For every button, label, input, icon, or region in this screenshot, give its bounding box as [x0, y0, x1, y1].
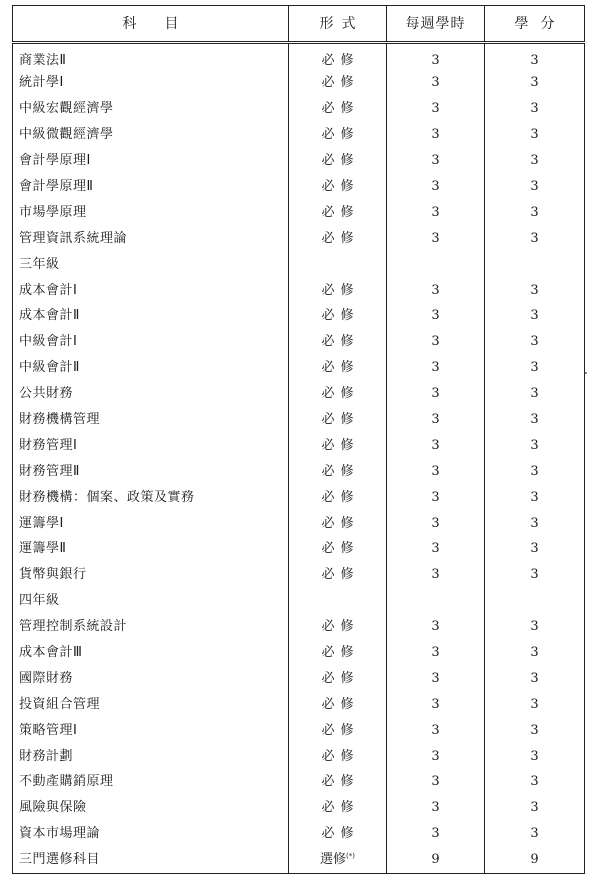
course-credits — [485, 484, 585, 510]
course-form-text: 必修 — [321, 230, 360, 246]
course-name — [13, 588, 289, 614]
weekly-hours-text: 3 — [431, 748, 440, 764]
weekly-hours-text: 3 — [431, 179, 440, 194]
course-form-text: 必修 — [321, 179, 360, 194]
course-name-text: 成本會計Ⅰ — [19, 282, 78, 298]
weekly-hours — [387, 769, 485, 795]
course-name — [13, 199, 289, 225]
course-form-text: 選修 — [320, 852, 347, 868]
course-name — [13, 432, 289, 458]
course-name — [13, 381, 289, 407]
course-name-text: 成本會計Ⅲ — [19, 645, 83, 661]
course-credits-text: 3 — [530, 567, 539, 583]
weekly-hours — [387, 614, 485, 640]
weekly-hours — [387, 329, 485, 355]
weekly-hours-text: 3 — [431, 645, 440, 661]
weekly-hours — [387, 199, 485, 225]
course-credits — [485, 407, 585, 433]
course-name — [13, 303, 289, 329]
course-row — [13, 510, 585, 536]
course-credits — [485, 96, 585, 122]
course-credits — [485, 665, 585, 691]
course-credits-text: 3 — [530, 230, 539, 246]
course-name — [13, 743, 289, 769]
course-row — [13, 381, 585, 407]
course-row — [13, 458, 585, 484]
course-form-text: 必修 — [321, 334, 360, 350]
course-form-text: 必修 — [321, 204, 360, 220]
course-form — [289, 70, 387, 96]
course-credits-text: 3 — [530, 670, 539, 686]
course-form-text: 必修 — [321, 800, 360, 816]
course-form — [289, 355, 387, 381]
course-form-text: 必修 — [321, 386, 360, 402]
course-credits — [485, 329, 585, 355]
course-row — [13, 562, 585, 588]
course-credits — [485, 225, 585, 251]
course-name — [13, 795, 289, 821]
course-row — [13, 277, 585, 303]
weekly-hours-text: 3 — [431, 334, 440, 350]
course-credits — [485, 795, 585, 821]
course-form-text: 必修 — [321, 52, 360, 68]
weekly-hours — [387, 277, 485, 303]
weekly-hours — [387, 484, 485, 510]
course-name — [13, 665, 289, 691]
weekly-hours-text: 3 — [431, 437, 440, 453]
course-name-text: 管理控制系統設計 — [19, 619, 128, 635]
weekly-hours-text: 3 — [431, 386, 440, 402]
course-name — [13, 96, 289, 122]
course-form — [289, 225, 387, 251]
course-credits-text: 3 — [530, 282, 539, 298]
course-form — [289, 329, 387, 355]
course-credits — [485, 847, 585, 873]
course-row — [13, 847, 585, 873]
course-name — [13, 174, 289, 200]
course-row — [13, 614, 585, 640]
weekly-hours — [387, 225, 485, 251]
course-credits-text: 3 — [530, 437, 539, 453]
course-name — [13, 148, 289, 174]
course-credits — [485, 769, 585, 795]
course-row — [13, 795, 585, 821]
weekly-hours-text: 3 — [431, 619, 440, 635]
course-form — [289, 717, 387, 743]
course-name — [13, 70, 289, 96]
course-row — [13, 355, 585, 381]
course-row — [13, 329, 585, 355]
course-name — [13, 43, 289, 71]
weekly-hours — [387, 717, 485, 743]
course-credits — [485, 458, 585, 484]
weekly-hours — [387, 536, 485, 562]
course-name-text: 成本會計Ⅱ — [19, 308, 80, 324]
course-name-text: 財務機構管理 — [19, 412, 101, 428]
course-credits — [485, 303, 585, 329]
weekly-hours — [387, 510, 485, 536]
course-name — [13, 847, 289, 873]
course-credits-text: 3 — [530, 826, 539, 842]
course-name-text: 三年級 — [19, 256, 60, 272]
weekly-hours — [387, 795, 485, 821]
weekly-hours — [387, 743, 485, 769]
course-credits — [485, 148, 585, 174]
course-credits-text: 9 — [530, 852, 539, 868]
course-name — [13, 510, 289, 536]
weekly-hours-text: 9 — [431, 852, 440, 868]
course-name — [13, 717, 289, 743]
course-name — [13, 484, 289, 510]
course-credits-text: 3 — [530, 696, 539, 712]
weekly-hours-text: 3 — [431, 127, 440, 143]
course-name-text: 策略管理Ⅰ — [19, 722, 78, 738]
course-form-text: 必修 — [321, 463, 360, 479]
course-name-text: 風險與保險 — [19, 800, 87, 816]
weekly-hours-text: 3 — [431, 463, 440, 479]
weekly-hours — [387, 251, 485, 277]
course-form-text: 必修 — [321, 774, 360, 790]
course-row — [13, 821, 585, 847]
course-row — [13, 122, 585, 148]
table-body — [13, 43, 585, 874]
course-credits-text: 3 — [530, 75, 539, 91]
course-name — [13, 355, 289, 381]
course-name — [13, 251, 289, 277]
course-row — [13, 303, 585, 329]
course-form — [289, 510, 387, 536]
course-row — [13, 225, 585, 251]
course-row — [13, 717, 585, 743]
course-credits — [485, 43, 585, 71]
course-form — [289, 484, 387, 510]
header-subject: 科目 — [13, 6, 289, 43]
weekly-hours — [387, 821, 485, 847]
course-form — [289, 251, 387, 277]
course-credits — [485, 199, 585, 225]
weekly-hours-text: 3 — [431, 541, 440, 557]
weekly-hours — [387, 691, 485, 717]
course-credits — [485, 70, 585, 96]
course-name — [13, 277, 289, 303]
course-credits — [485, 743, 585, 769]
weekly-hours — [387, 458, 485, 484]
course-form-text: 必修 — [321, 515, 360, 531]
course-name-text: 中級微觀經濟學 — [19, 127, 114, 143]
course-credits — [485, 614, 585, 640]
course-name-text: 會計學原理Ⅰ — [19, 153, 91, 169]
course-form — [289, 769, 387, 795]
course-form — [289, 821, 387, 847]
course-form — [289, 122, 387, 148]
course-form — [289, 432, 387, 458]
weekly-hours-text: 3 — [431, 826, 440, 842]
year-section-row — [13, 251, 585, 277]
weekly-hours — [387, 96, 485, 122]
course-name-text: 中級宏觀經濟學 — [19, 101, 114, 117]
course-credits-text: 3 — [530, 308, 539, 324]
course-credits — [485, 536, 585, 562]
curriculum-table — [12, 5, 585, 874]
course-name-text: 財務機構：個案、政策及實務 — [19, 489, 195, 505]
course-name — [13, 407, 289, 433]
course-row — [13, 484, 585, 510]
weekly-hours-text: 3 — [431, 153, 440, 169]
course-credits — [485, 122, 585, 148]
weekly-hours-text: 3 — [431, 515, 440, 531]
weekly-hours — [387, 432, 485, 458]
course-row — [13, 43, 585, 71]
course-credits-text: 3 — [530, 489, 539, 505]
weekly-hours-text: 3 — [431, 308, 440, 324]
weekly-hours-text: 3 — [431, 489, 440, 505]
course-credits — [485, 821, 585, 847]
weekly-hours-text: 3 — [431, 567, 440, 583]
course-credits-text: 3 — [530, 179, 539, 194]
course-form — [289, 691, 387, 717]
course-form — [289, 96, 387, 122]
header-form: 形式 — [289, 6, 387, 43]
course-form — [289, 588, 387, 614]
course-form-text: 必修 — [321, 489, 360, 505]
weekly-hours-text: 3 — [431, 722, 440, 738]
header-credits: 學分 — [485, 6, 585, 43]
course-form — [289, 199, 387, 225]
course-form-text: 必修 — [321, 412, 360, 428]
course-credits-text: 3 — [530, 463, 539, 479]
weekly-hours — [387, 562, 485, 588]
course-form — [289, 562, 387, 588]
course-credits-text: 3 — [530, 52, 539, 68]
course-credits — [485, 251, 585, 277]
course-form-text: 必修 — [321, 541, 360, 557]
course-form-text: 必修 — [321, 308, 360, 324]
weekly-hours-text: 3 — [431, 670, 440, 686]
course-credits — [485, 640, 585, 666]
course-credits-text: 3 — [530, 386, 539, 402]
course-row — [13, 691, 585, 717]
course-row — [13, 432, 585, 458]
course-form-text: 必修 — [321, 153, 360, 169]
course-name — [13, 614, 289, 640]
course-credits — [485, 277, 585, 303]
course-row — [13, 96, 585, 122]
course-credits-text: 3 — [530, 800, 539, 816]
weekly-hours-text: 3 — [431, 282, 440, 298]
course-name-text: 財務管理Ⅰ — [19, 437, 78, 453]
weekly-hours-text: 3 — [431, 52, 440, 68]
weekly-hours — [387, 70, 485, 96]
weekly-hours — [387, 355, 485, 381]
course-form-text: 必修 — [321, 696, 360, 712]
course-credits-text: 3 — [530, 101, 539, 117]
course-credits-text: 3 — [530, 645, 539, 661]
weekly-hours-text: 3 — [431, 800, 440, 816]
course-credits-text: 3 — [530, 360, 539, 376]
weekly-hours — [387, 381, 485, 407]
course-form-text: 必修 — [321, 101, 360, 117]
course-form-text: 必修 — [321, 619, 360, 635]
course-credits — [485, 588, 585, 614]
course-credits-text: 3 — [530, 748, 539, 764]
course-name — [13, 640, 289, 666]
course-name-text: 統計學Ⅰ — [19, 75, 64, 91]
scan-mark — [585, 372, 587, 374]
course-row — [13, 199, 585, 225]
course-row — [13, 148, 585, 174]
course-form — [289, 665, 387, 691]
course-form — [289, 148, 387, 174]
course-form-text: 必修 — [321, 645, 360, 661]
course-credits-text: 3 — [530, 334, 539, 350]
course-form — [289, 303, 387, 329]
course-name — [13, 821, 289, 847]
course-name-text: 管理資訊系統理論 — [19, 230, 128, 246]
table-header — [13, 6, 585, 43]
course-form-text: 必修 — [321, 722, 360, 738]
course-name-text: 貨幣與銀行 — [19, 567, 87, 583]
course-row — [13, 665, 585, 691]
course-name-text: 市場學原理 — [19, 204, 87, 220]
elective-footnote-mark: (*) — [346, 852, 355, 861]
course-credits — [485, 355, 585, 381]
weekly-hours — [387, 665, 485, 691]
course-name — [13, 329, 289, 355]
course-name-text: 運籌學Ⅰ — [19, 515, 64, 531]
course-credits — [485, 381, 585, 407]
course-row — [13, 70, 585, 96]
course-row — [13, 407, 585, 433]
course-form — [289, 458, 387, 484]
course-credits-text: 3 — [530, 127, 539, 143]
weekly-hours-text: 3 — [431, 696, 440, 712]
course-credits-text: 3 — [530, 204, 539, 220]
course-name-text: 國際財務 — [19, 670, 74, 686]
course-credits-text: 3 — [530, 412, 539, 428]
course-name-text: 會計學原理Ⅱ — [19, 179, 94, 194]
course-form-text: 必修 — [321, 282, 360, 298]
course-name-text: 財務管理Ⅱ — [19, 463, 80, 479]
weekly-hours-text: 3 — [431, 412, 440, 428]
weekly-hours-text: 3 — [431, 774, 440, 790]
course-credits — [485, 432, 585, 458]
course-row — [13, 769, 585, 795]
course-name — [13, 536, 289, 562]
course-form — [289, 277, 387, 303]
course-form-text: 必修 — [321, 127, 360, 143]
course-form — [289, 847, 387, 873]
course-credits-text: 3 — [530, 722, 539, 738]
course-name-text: 運籌學Ⅱ — [19, 541, 67, 557]
course-name-text: 投資組合管理 — [19, 696, 101, 712]
course-name-text: 資本市場理論 — [19, 826, 101, 842]
weekly-hours — [387, 122, 485, 148]
course-form — [289, 743, 387, 769]
header-row — [13, 6, 585, 43]
course-name-text: 商業法Ⅱ — [19, 52, 67, 68]
weekly-hours-text: 3 — [431, 75, 440, 91]
course-form — [289, 407, 387, 433]
weekly-hours — [387, 407, 485, 433]
course-form-text: 必修 — [321, 437, 360, 453]
weekly-hours — [387, 303, 485, 329]
course-credits — [485, 717, 585, 743]
course-credits-text: 3 — [530, 515, 539, 531]
course-credits-text: 3 — [530, 619, 539, 635]
year-section-row — [13, 588, 585, 614]
course-form-text: 必修 — [321, 75, 360, 91]
header-weekly-hours: 每週學時 — [387, 6, 485, 43]
weekly-hours — [387, 43, 485, 71]
course-name-text: 四年級 — [19, 593, 60, 609]
weekly-hours-text: 3 — [431, 101, 440, 117]
course-form-text: 必修 — [321, 670, 360, 686]
course-name-text: 三門選修科目 — [19, 852, 101, 868]
weekly-hours-text: 3 — [431, 204, 440, 220]
course-form-text: 必修 — [321, 748, 360, 764]
course-form-text: 必修 — [321, 360, 360, 376]
course-row — [13, 536, 585, 562]
course-name — [13, 769, 289, 795]
course-name — [13, 691, 289, 717]
weekly-hours — [387, 174, 485, 200]
course-credits — [485, 174, 585, 200]
course-form-text: 必修 — [321, 826, 360, 842]
course-name-text: 中級會計Ⅱ — [19, 360, 80, 376]
course-name-text: 公共財務 — [19, 386, 74, 402]
course-name — [13, 225, 289, 251]
course-name-text: 中級會計Ⅰ — [19, 334, 78, 350]
course-form — [289, 174, 387, 200]
course-form — [289, 536, 387, 562]
course-name-text: 不動產購銷原理 — [19, 774, 114, 790]
course-form — [289, 43, 387, 71]
course-row — [13, 174, 585, 200]
weekly-hours — [387, 847, 485, 873]
weekly-hours-text: 3 — [431, 360, 440, 376]
course-row — [13, 640, 585, 666]
weekly-hours — [387, 588, 485, 614]
course-name — [13, 122, 289, 148]
course-form — [289, 381, 387, 407]
course-form — [289, 795, 387, 821]
course-credits — [485, 510, 585, 536]
course-row — [13, 743, 585, 769]
course-credits-text: 3 — [530, 774, 539, 790]
weekly-hours — [387, 640, 485, 666]
course-name-text: 財務計劃 — [19, 748, 74, 764]
weekly-hours-text: 3 — [431, 230, 440, 246]
course-credits — [485, 562, 585, 588]
course-credits-text: 3 — [530, 541, 539, 557]
course-name — [13, 458, 289, 484]
course-form-text: 必修 — [321, 567, 360, 583]
course-form — [289, 640, 387, 666]
weekly-hours — [387, 148, 485, 174]
course-name — [13, 562, 289, 588]
course-credits-text: 3 — [530, 153, 539, 169]
course-form — [289, 614, 387, 640]
course-credits — [485, 691, 585, 717]
